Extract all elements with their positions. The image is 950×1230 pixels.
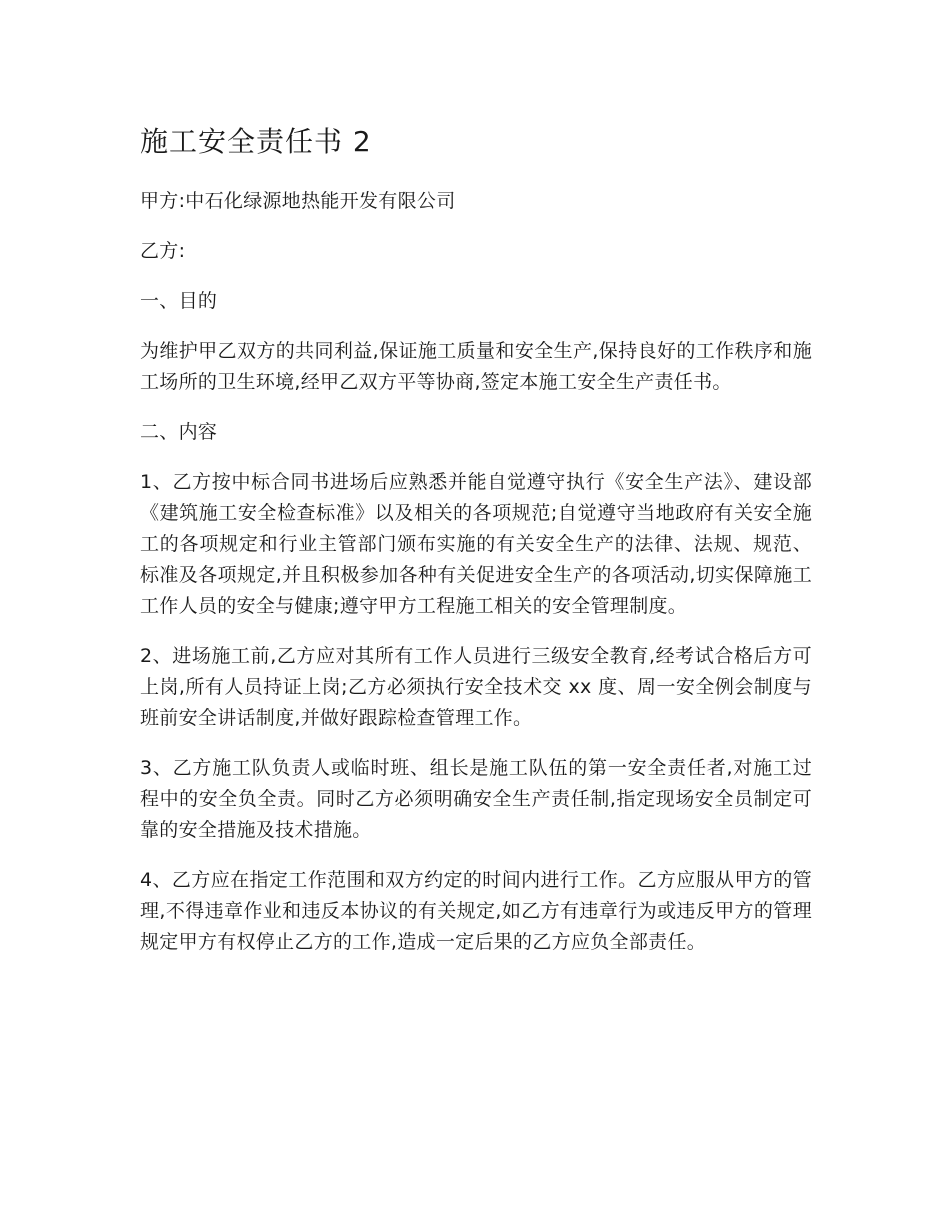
- party-a-line: 甲方:中石化绿源地热能开发有限公司: [140, 190, 456, 212]
- content-item-4: 4、乙方应在指定工作范围和双方约定的时间内进行工作。乙方应服从甲方的管理,不得违章作业和违反本协议的有关规定,如乙方有违章行为或违反甲方的管理规定甲方有权停止乙方的工作,造成一定后果的乙方应负全部责任。: [140, 869, 812, 953]
- document-page: [140, 120, 812, 977]
- party-b-line: 乙方:: [140, 240, 186, 262]
- section-heading-content: 二、内容: [140, 421, 218, 443]
- content-item-1: 1、乙方按中标合同书进场后应熟悉并能自觉遵守执行《安全生产法》、建设部《建筑施工安全检查标准》以及相关的各项规范;自觉遵守当地政府有关安全施工的各项规定和行业主管部门颁布实施的有关安全生产的法律、法规、规范、标准及各项规定,并且积极参加各种有关促进安全生产的各项活动,切实保障施工工作人员的安全与健康;遵守甲方工程施工相关的安全管理制度。: [140, 471, 812, 617]
- content-item-3: 3、乙方施工队负责人或临时班、组长是施工队伍的第一安全责任者,对施工过程中的安全负全责。同时乙方必须明确安全生产责任制,指定现场安全员制定可靠的安全措施及技术措施。: [140, 757, 812, 841]
- section-heading-purpose: 一、目的: [140, 290, 218, 312]
- document-title: 施工安全责任书 2: [140, 125, 372, 158]
- purpose-paragraph: 为维护甲乙双方的共同利益,保证施工质量和安全生产,保持良好的工作秩序和施工场所的卫生环境,经甲乙双方平等协商,签定本施工安全生产责任书。: [140, 340, 812, 393]
- content-item-2: 2、进场施工前,乙方应对其所有工作人员进行三级安全教育,经考试合格后方可上岗,所有人员持证上岗;乙方必须执行安全技术交 xx 度、周一安全例会制度与班前安全讲话制度,并做好跟踪检查管理工作。: [140, 645, 812, 729]
